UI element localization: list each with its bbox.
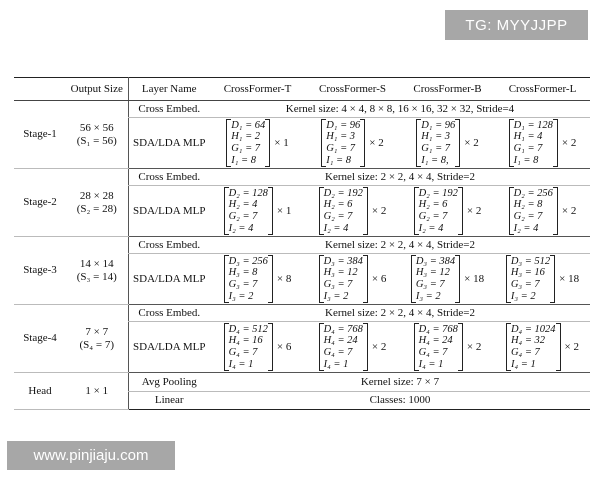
model-config: [416, 119, 479, 167]
model-config-cell: [305, 322, 400, 373]
param-d: D₁ = 96: [421, 119, 456, 131]
param-g: G₃ = 7: [415, 279, 445, 290]
model-config-cell: [400, 322, 495, 373]
block-label: SDA/LDA MLP: [128, 254, 210, 305]
param-h: H₄ = 16: [228, 335, 263, 347]
param-g: G₄ = 7: [228, 347, 258, 358]
repeat-multiplier: × 8: [276, 272, 292, 285]
param-h: H₁ = 3: [421, 131, 451, 143]
param-i: I₂ = 4: [228, 222, 254, 234]
param-d: D₃ = 512: [510, 255, 551, 267]
head-pool-value: Kernel size: 7 × 7: [210, 373, 590, 392]
repeat-multiplier: × 2: [369, 136, 384, 149]
param-h: H₄ = 32: [510, 335, 546, 347]
stage-label: Stage-3: [14, 237, 66, 305]
model-config: [506, 255, 579, 303]
stage-label: Stage-4: [14, 305, 66, 373]
param-h: H₁ = 3: [326, 131, 356, 143]
param-d: D₄ = 768: [418, 323, 458, 335]
model-config-cell: [210, 186, 305, 237]
repeat-multiplier: × 6: [371, 272, 387, 285]
config-matrix: [224, 255, 273, 303]
cross-embed-label: Cross Embed.: [128, 169, 210, 186]
model-config: [224, 323, 292, 371]
block-label: SDA/LDA MLP: [128, 118, 210, 169]
head-pool-label: Avg Pooling: [128, 373, 210, 392]
param-g: G₁ = 7: [326, 143, 356, 154]
param-g: G₁ = 7: [231, 143, 261, 154]
param-d: D₃ = 256: [228, 255, 268, 267]
model-config: [224, 255, 292, 303]
param-i: I₃ = 2: [228, 290, 254, 302]
head-label: Head: [14, 373, 66, 410]
model-config-cell: [400, 254, 495, 305]
param-i: I₂ = 4: [513, 222, 539, 234]
block-label: SDA/LDA MLP: [128, 186, 210, 237]
cross-embed-value: Kernel size: 2 × 2, 4 × 4, Stride=2: [210, 237, 590, 254]
stage-output-size: [66, 101, 128, 169]
model-config: [411, 255, 484, 303]
repeat-multiplier: × 6: [276, 340, 292, 353]
stage-rows: [14, 101, 590, 373]
header-row: [14, 78, 590, 101]
head-rows: [14, 373, 590, 410]
param-i: I₄ = 1: [323, 358, 349, 370]
config-matrix: [414, 187, 463, 235]
cross-embed-value: Kernel size: 2 × 2, 4 × 4, Stride=2: [210, 169, 590, 186]
watermark-top: TG: MYYJJPP: [445, 10, 588, 40]
param-g: G₂ = 7: [513, 211, 543, 222]
cross-embed-label: Cross Embed.: [128, 305, 210, 322]
param-d: D₄ = 512: [228, 323, 268, 335]
param-h: H₄ = 24: [418, 335, 453, 347]
model-config-cell: [495, 254, 590, 305]
cross-embed-label: Cross Embed.: [128, 101, 210, 118]
stage-embed-row: [14, 169, 590, 186]
param-h: H₂ = 4: [228, 199, 258, 211]
repeat-multiplier: × 2: [371, 204, 387, 217]
param-g: G₄ = 7: [323, 347, 353, 358]
param-i: I₂ = 4: [323, 222, 349, 234]
config-matrix: [319, 187, 368, 235]
param-i: I₄ = 1: [510, 358, 536, 370]
config-matrix: [411, 255, 460, 303]
header-crossformer-s: CrossFormer-S: [305, 78, 400, 101]
cross-embed-label: Cross Embed.: [128, 237, 210, 254]
repeat-multiplier: × 2: [561, 204, 577, 217]
header-blank: [14, 78, 66, 101]
param-g: G₁ = 7: [513, 143, 543, 154]
cross-embed-value: Kernel size: 4 × 4, 8 × 8, 16 × 16, 32 × 32, Stride=4: [210, 101, 590, 118]
param-i: I₃ = 2: [415, 290, 441, 302]
param-h: H₄ = 24: [323, 335, 358, 347]
param-d: D₃ = 384: [415, 255, 456, 267]
param-h: H₁ = 2: [231, 131, 261, 143]
model-config-cell: [305, 186, 400, 237]
param-i: I₁ = 8: [513, 154, 539, 166]
param-d: D₂ = 192: [418, 187, 458, 199]
stage-size-sub: (S₁ = 56): [76, 134, 117, 147]
stage-size: 28 × 28: [79, 189, 114, 202]
repeat-multiplier: × 2: [371, 340, 387, 353]
model-config: [224, 187, 292, 235]
param-h: H₃ = 12: [323, 267, 358, 279]
config-matrix: [319, 255, 368, 303]
repeat-multiplier: × 2: [466, 340, 482, 353]
stage-size: 56 × 56: [79, 121, 114, 134]
architecture-table: [14, 77, 590, 410]
model-config-cell: [305, 118, 400, 169]
param-d: D₂ = 192: [323, 187, 363, 199]
param-i: I₃ = 2: [510, 290, 536, 302]
model-config: [509, 187, 577, 235]
model-config-cell: [210, 254, 305, 305]
config-matrix: [224, 187, 273, 235]
header-crossformer-t: CrossFormer-T: [210, 78, 305, 101]
param-h: H₃ = 16: [510, 267, 545, 279]
param-g: G₃ = 7: [510, 279, 540, 290]
param-d: D₂ = 128: [228, 187, 268, 199]
config-matrix: [226, 119, 270, 167]
config-matrix: [506, 255, 555, 303]
cross-embed-value: Kernel size: 2 × 2, 4 × 4, Stride=2: [210, 305, 590, 322]
param-d: D₄ = 768: [323, 323, 363, 335]
model-config: [414, 323, 482, 371]
param-d: D₁ = 128: [513, 119, 553, 131]
param-d: D₁ = 96: [326, 119, 361, 131]
param-h: H₃ = 12: [415, 267, 450, 279]
param-h: H₂ = 6: [418, 199, 448, 211]
param-i: I₁ = 8,: [421, 154, 449, 166]
stage-size: 14 × 14: [79, 257, 114, 270]
head-output-size: 1 × 1: [66, 373, 128, 410]
model-config-cell: [495, 118, 590, 169]
model-config: [319, 255, 387, 303]
watermark-bottom: www.pinjiaju.com: [7, 441, 175, 470]
model-config-cell: [400, 186, 495, 237]
head-pool-row: [14, 373, 590, 392]
repeat-multiplier: × 2: [564, 340, 580, 353]
model-config-cell: [400, 118, 495, 169]
stage-embed-row: [14, 101, 590, 118]
header-crossformer-l: CrossFormer-L: [495, 78, 590, 101]
stage-label: Stage-1: [14, 101, 66, 169]
model-config: [506, 323, 579, 371]
config-matrix: [509, 119, 558, 167]
header-layer-name: Layer Name: [128, 78, 210, 101]
header-crossformer-b: CrossFormer-B: [400, 78, 495, 101]
config-matrix: [509, 187, 558, 235]
head-linear-value: Classes: 1000: [369, 394, 431, 407]
param-d: D₃ = 384: [323, 255, 363, 267]
model-config: [226, 119, 289, 167]
repeat-multiplier: × 18: [559, 272, 580, 285]
param-i: I₄ = 1: [228, 358, 254, 370]
config-matrix: [319, 323, 368, 371]
config-matrix: [224, 323, 273, 371]
repeat-multiplier: × 2: [464, 136, 479, 149]
repeat-multiplier: × 2: [466, 204, 482, 217]
param-h: H₃ = 8: [228, 267, 258, 279]
stage-size-sub: (S₂ = 28): [76, 202, 117, 215]
repeat-multiplier: × 2: [561, 136, 577, 149]
config-matrix: [416, 119, 460, 167]
stage-output-size: [66, 305, 128, 373]
model-config-cell: [495, 322, 590, 373]
param-d: D₁ = 64: [231, 119, 266, 131]
param-d: D₂ = 256: [513, 187, 553, 199]
header-output-size: Output Size: [66, 78, 128, 101]
stage-output-size: [66, 169, 128, 237]
stage-label: Stage-2: [14, 169, 66, 237]
repeat-multiplier: × 1: [274, 136, 289, 149]
param-i: I₁ = 8: [326, 154, 351, 166]
config-matrix: [506, 323, 561, 371]
model-config: [414, 187, 482, 235]
model-config: [509, 119, 577, 167]
param-i: I₄ = 1: [418, 358, 444, 370]
stage-size-sub: (S₃ = 14): [76, 270, 117, 283]
param-g: G₁ = 7: [421, 143, 451, 154]
param-i: I₂ = 4: [418, 222, 444, 234]
param-h: H₁ = 4: [513, 131, 543, 143]
model-config: [319, 323, 387, 371]
param-g: G₄ = 7: [418, 347, 448, 358]
model-config: [321, 119, 384, 167]
param-g: G₂ = 7: [228, 211, 258, 222]
config-matrix: [321, 119, 365, 167]
stage-embed-row: [14, 237, 590, 254]
stage-output-size: [66, 237, 128, 305]
repeat-multiplier: × 18: [464, 272, 485, 285]
head-linear-label: Linear: [128, 392, 210, 410]
param-i: I₁ = 8: [231, 154, 256, 166]
model-config-cell: [305, 254, 400, 305]
model-config-cell: [495, 186, 590, 237]
param-h: H₂ = 8: [513, 199, 543, 211]
param-d: D₄ = 1024: [510, 323, 556, 335]
block-label: SDA/LDA MLP: [128, 322, 210, 373]
stage-size-sub: (S₄ = 7): [79, 338, 114, 351]
param-h: H₂ = 6: [323, 199, 353, 211]
param-i: I₃ = 2: [323, 290, 349, 302]
model-config-cell: [210, 118, 305, 169]
param-g: G₄ = 7: [510, 347, 540, 358]
repeat-multiplier: × 1: [276, 204, 292, 217]
model-config: [319, 187, 387, 235]
param-g: G₃ = 7: [323, 279, 353, 290]
config-matrix: [414, 323, 463, 371]
param-g: G₃ = 7: [228, 279, 258, 290]
stage-embed-row: [14, 305, 590, 322]
param-g: G₂ = 7: [418, 211, 448, 222]
stage-size: 7 × 7: [85, 325, 109, 338]
param-g: G₂ = 7: [323, 211, 353, 222]
model-config-cell: [210, 322, 305, 373]
